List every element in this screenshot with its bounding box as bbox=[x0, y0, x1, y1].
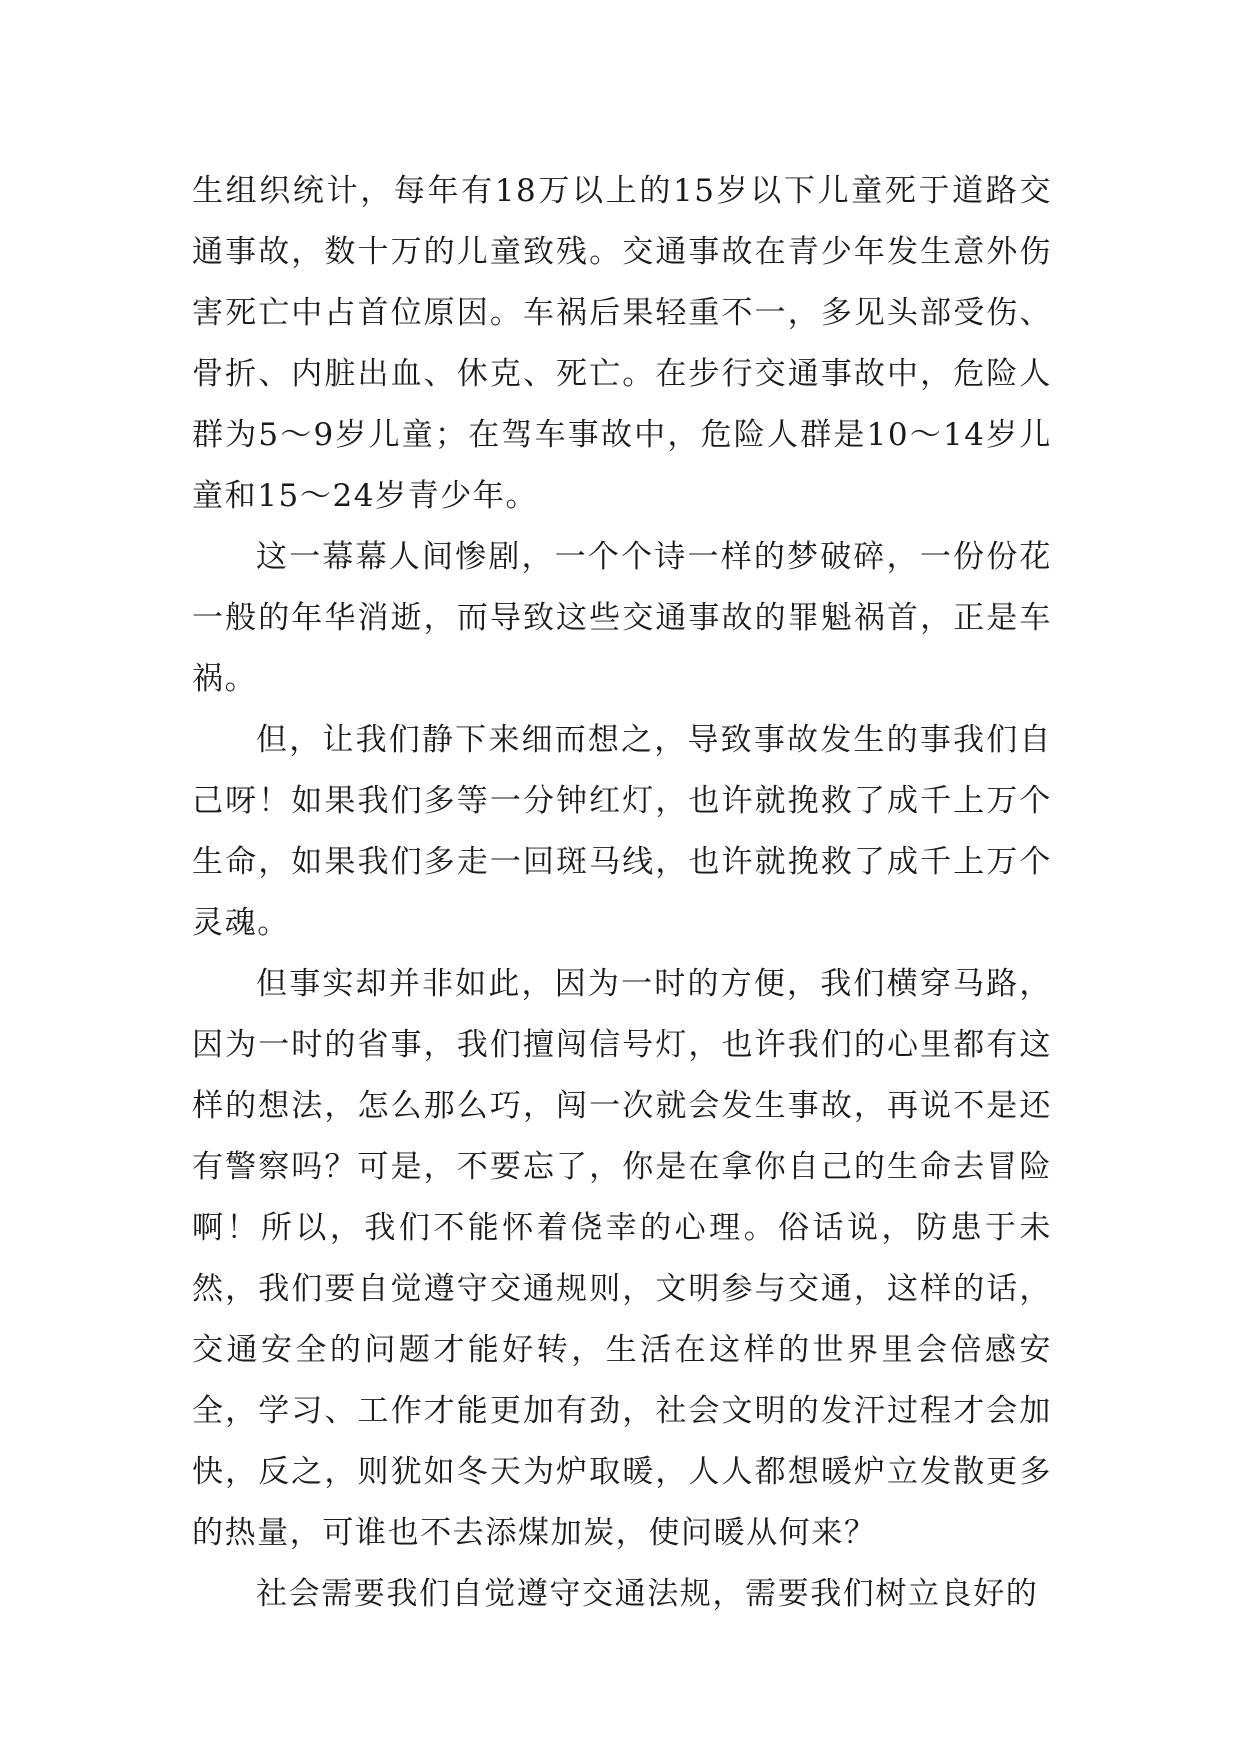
paragraph-3: 但，让我们静下来细而想之，导致事故发生的事我们自己呀！如果我们多等一分钟红灯，也许就挽救了成千上万个生命，如果我们多走一回斑马线，也许就挽救了成千上万个灵魂。 bbox=[192, 722, 1052, 941]
paragraph-1: 生组织统计，每年有18万以上的15岁以下儿童死于道路交通事故，数十万的儿童致残。交通事故在青少年发生意外伤害死亡中占首位原因。车祸后果轻重不一，多见头部受伤、骨折、内脏出血、休克、死亡。在步行交通事故中，危险人群为5～9岁儿童；在驾车事故中，危险人群是10～14岁儿童和15～24岁青少年。 bbox=[192, 173, 1052, 514]
paragraph-2: 这一幕幕人间惨剧，一个个诗一样的梦破碎，一份份花一般的年华消逝，而导致这些交通事故的罪魁祸首，正是车祸。 bbox=[192, 539, 1052, 697]
document-body bbox=[192, 161, 1052, 1625]
paragraph-5: 社会需要我们自觉遵守交通法规，需要我们树立良好的 bbox=[256, 1576, 1039, 1612]
paragraph-4: 但事实却并非如此，因为一时的方便，我们横穿马路，因为一时的省事，我们擅闯信号灯，也许我们的心里都有这样的想法，怎么那么巧，闯一次就会发生事故，再说不是还有警察吗？可是，不要忘了，你是在拿你自己的生命去冒险啊！所以，我们不能怀着侥幸的心理。俗话说，防患于未然，我们要自觉遵守交通规则，文明参与交通，这样的话，交通安全的问题才能好转，生活在这样的世界里会倍感安全，学习、工作才能更加有劲，社会文明的发汗过程才会加快，反之，则犹如冬天为炉取暖，人人都想暖炉立发散更多的热量，可谁也不去添煤加炭，使问暖从何来？ bbox=[192, 966, 1052, 1551]
